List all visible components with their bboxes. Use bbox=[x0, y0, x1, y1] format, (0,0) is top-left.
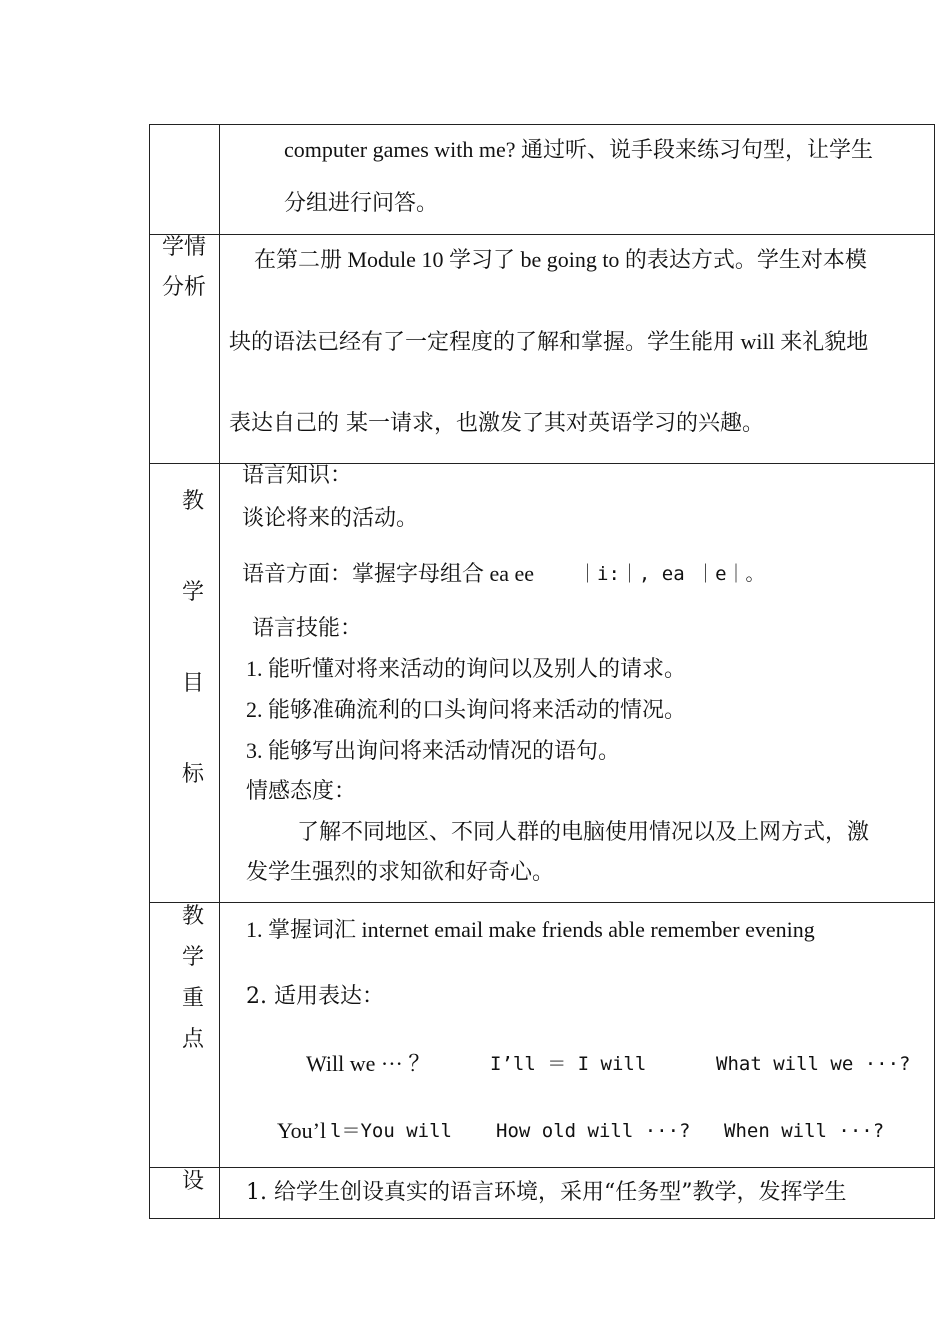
row1-text-line2: 分组进行问答。 bbox=[284, 191, 439, 216]
row2-label-line2: 分析 bbox=[162, 275, 207, 300]
row2-text-line2: 块的语法已经有了一定程度的了解和掌握。学生能用 will 来礼貌地 bbox=[229, 329, 869, 354]
row3-label-char-1: 教 bbox=[182, 489, 205, 514]
table-border-bottom bbox=[149, 1218, 935, 1219]
table-border-left bbox=[149, 124, 150, 1219]
row2-text-line3: 表达自己的 某一请求，也激发了其对英语学习的兴趣。 bbox=[229, 411, 764, 436]
expression-what-will-we: What will we ···? bbox=[716, 1053, 911, 1075]
row2-text-line1: 在第二册 Module 10 学习了 be going to 的表达方式。学生对本模 bbox=[254, 247, 867, 272]
row4-label-char-3: 重 bbox=[182, 986, 205, 1011]
knowledge-heading: 语言知识： bbox=[242, 463, 353, 488]
expression-ill: I’ll ＝ I will bbox=[490, 1053, 647, 1075]
design-item-1: 1. 给学生创设真实的语言环境，采用“任务型”教学，发挥学生 bbox=[246, 1180, 847, 1205]
skill-2: 2. 能够准确流利的口头询问将来活动的情况。 bbox=[246, 697, 687, 722]
attitude-heading: 情感态度： bbox=[246, 779, 357, 804]
key-expressions-heading: 2. 适用表达： bbox=[246, 984, 384, 1009]
knowledge-text: 谈论将来的活动。 bbox=[242, 506, 419, 531]
row4-label-char-2: 学 bbox=[182, 945, 205, 970]
expression-how-old-will: How old will ···? bbox=[496, 1120, 691, 1142]
row-divider-4 bbox=[149, 1167, 935, 1168]
expression-youll-a: You’l bbox=[277, 1118, 327, 1143]
attitude-line2: 发学生强烈的求知欲和好奇心。 bbox=[246, 860, 555, 885]
table-border-top bbox=[149, 124, 935, 125]
table-border-right bbox=[934, 124, 935, 1219]
row3-label-char-3: 目 bbox=[182, 671, 205, 696]
column-divider bbox=[219, 124, 220, 1219]
row-divider-3 bbox=[149, 902, 935, 903]
phonetics-prefix: 语音方面：掌握字母组合 ea ee bbox=[242, 561, 535, 586]
row2-label-line1: 学情 bbox=[162, 235, 207, 260]
row4-label-char-4: 点 bbox=[182, 1027, 205, 1052]
skill-3: 3. 能够写出询问将来活动情况的语句。 bbox=[246, 738, 621, 763]
row-divider-1 bbox=[149, 234, 935, 235]
skill-1: 1. 能听懂对将来活动的询问以及别人的请求。 bbox=[246, 656, 687, 681]
row1-text-line1: computer games with me? 通过听、说手段来练习句型，让学生 bbox=[284, 137, 874, 162]
row4-label-char-1: 教 bbox=[182, 904, 205, 929]
phonetics-symbols: ｜i:｜, ea ｜e｜。 bbox=[578, 563, 765, 585]
attitude-line1: 了解不同地区、不同人群的电脑使用情况以及上网方式，激 bbox=[297, 820, 870, 845]
row5-label: 设 bbox=[182, 1169, 205, 1194]
row3-label-char-2: 学 bbox=[182, 580, 205, 605]
expression-youll-b: l＝You will bbox=[330, 1120, 452, 1142]
expression-when-will: When will ···? bbox=[724, 1120, 885, 1142]
skills-heading: 语言技能： bbox=[252, 616, 363, 641]
expression-will-we: Will we ··· ？ bbox=[306, 1051, 431, 1076]
row3-label-char-4: 标 bbox=[182, 762, 205, 787]
key-vocabulary: 1. 掌握词汇 internet email make friends able remember evening bbox=[246, 917, 815, 942]
